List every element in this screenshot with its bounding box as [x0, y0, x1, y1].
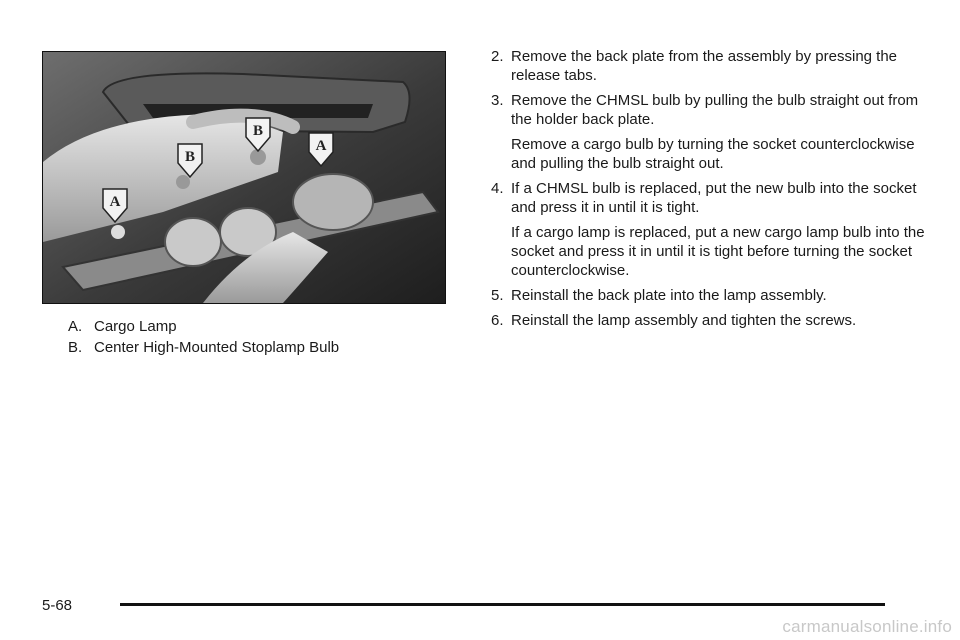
caption-text: Cargo Lamp — [94, 318, 177, 335]
caption-item-a — [68, 316, 339, 337]
step-number: 3. — [491, 92, 504, 109]
step-note: If a cargo lamp is replaced, put a new cargo lamp bulb into the socket and press it in until it is tight before turning the socket counterclockwise. — [511, 224, 925, 279]
svg-text:A: A — [109, 194, 121, 210]
step-2 — [491, 47, 931, 85]
caption-letter: A. — [68, 318, 83, 335]
caption-item-b — [68, 337, 339, 358]
caption-text: Center High-Mounted Stoplamp Bulb — [94, 339, 340, 356]
step-number: 5. — [491, 287, 504, 304]
step-3 — [491, 91, 931, 173]
procedure-steps — [491, 47, 931, 336]
svg-text:B: B — [184, 149, 196, 165]
page-number: 5-68 — [42, 597, 73, 614]
step-text: Remove the CHMSL bulb by pulling the bulb straight out from the holder back plate. — [511, 92, 919, 128]
lamp-assembly-illustration — [43, 52, 445, 303]
step-text: If a CHMSL bulb is replaced, put the new bulb into the socket and press it in until it is tight. — [511, 180, 917, 216]
footer-rule — [120, 603, 885, 606]
step-text: Reinstall the lamp assembly and tighten the screws. — [511, 312, 857, 329]
step-text: Remove the back plate from the assembly by pressing the release tabs. — [511, 48, 898, 84]
step-number: 4. — [491, 180, 504, 197]
watermark: carmanualsonline.info — [782, 617, 952, 636]
step-note: Remove a cargo bulb by turning the socket counterclockwise and pulling the bulb straight out. — [511, 136, 915, 172]
step-number: 2. — [491, 48, 504, 65]
lamp-assembly-photo — [42, 51, 446, 304]
step-number: 6. — [491, 312, 504, 329]
figure-caption — [68, 316, 339, 358]
caption-letter: B. — [68, 339, 83, 356]
step-4 — [491, 179, 931, 280]
step-6 — [491, 311, 931, 330]
step-text: Reinstall the back plate into the lamp assembly. — [511, 287, 827, 304]
svg-text:B: B — [252, 123, 264, 139]
step-5 — [491, 286, 931, 305]
svg-text:A: A — [315, 138, 327, 154]
